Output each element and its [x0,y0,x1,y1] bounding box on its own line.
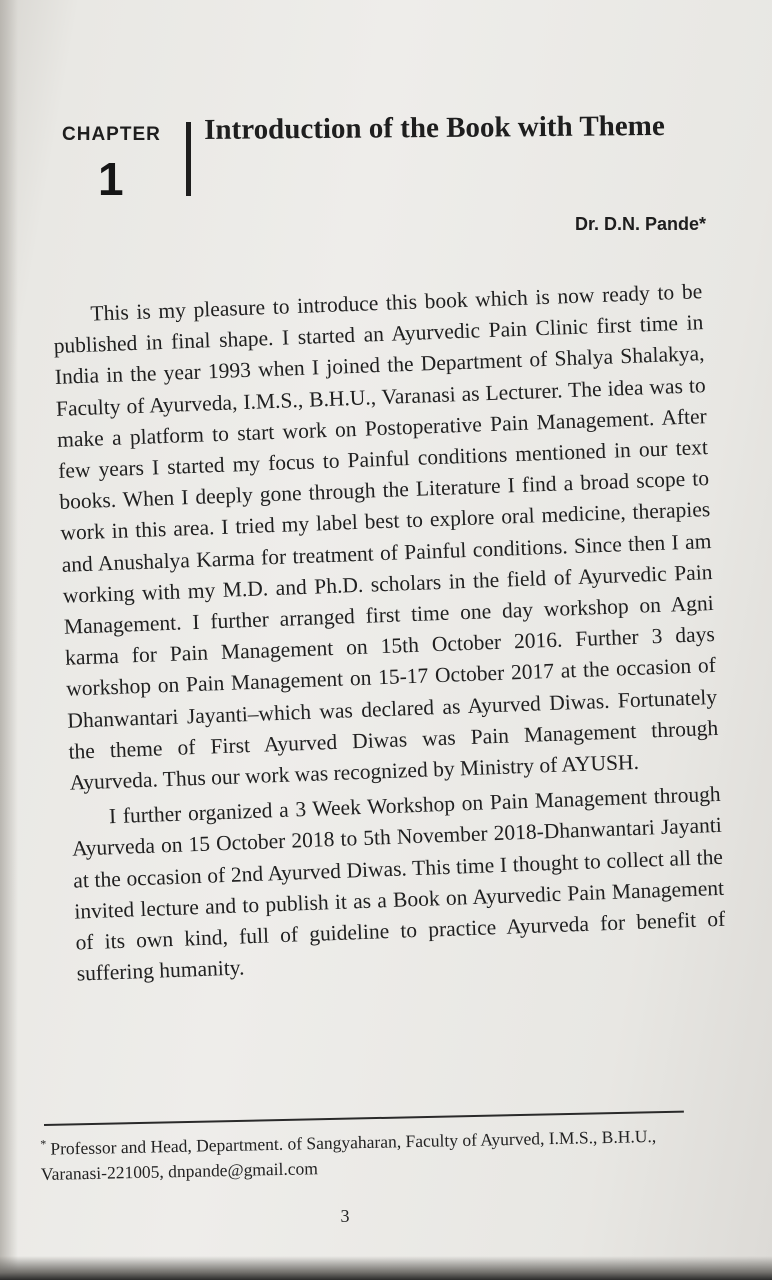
chapter-number: 1 [98,153,124,205]
chapter-title: Introduction of the Book with Theme [204,109,665,146]
chapter-divider [186,122,191,196]
footnote-mark: * [40,1136,47,1151]
author-name: Dr. D.N. Pande* [574,214,706,234]
paragraph-2: I further organized a 3 Week Workshop on Pain Management through Ayurveda on 15 October 2018 to 5th November 2018-Dhanwantari Jayanti at the occasion of 2nd Ayurved Diwas. This time I thought to collect all the invited lecture and to publish it as a Book on Ayurvedic Pain Management of its own kind, full of guideline to practice Ayurveda for benefit of suffering humanity. [71,782,726,986]
footnote-text: Professor and Head, Department. of Sangyaharan, Faculty of Ayurved, I.M.S., B.H.U., Varanasi-221005, dnpande@gmail.com [40,1125,657,1184]
page-bottom-edge [0,1256,772,1280]
body-text [52,276,727,990]
paragraph-1: This is my pleasure to introduce this book which is now ready to be published in final shape. I started an Ayurvedic Pain Clinic first time in India in the year 1993 when I joined the Department of Shalya Shalakya, Faculty of Ayurveda, I.M.S., B.H.U., Varanasi as Lecturer. The idea was to make a platform to start work on Postoperative Pain Management. After few years I started my focus to Painful conditions mentioned in our text books. When I deeply gone through the Literature I find a broad scope to work in this area. I tried my label best to explore oral medicine, therapies and Anushalya Karma for treatment of Painful conditions. Since then I am working with my M.D. and Ph.D. scholars in the field of Ayurvedic Pain Management. I further arranged first time one day workshop on Agni karma for Pain Management on 15th October 2016. Further 3 days workshop on Pain Management on 15-17 October 2017 at the occasion of Dhanwantari Jayanti–which was declared as Ayurved Diwas. Fortunately the theme of First Ayurved Diwas was Pain Management through Ayurveda. Thus our work was recognized by Ministry of AYUSH. [53,279,719,795]
page-number: 3 [340,1206,350,1226]
page-gutter-shadow [0,0,18,1280]
chapter-label: CHAPTER [62,124,161,145]
footnote [40,1118,691,1186]
